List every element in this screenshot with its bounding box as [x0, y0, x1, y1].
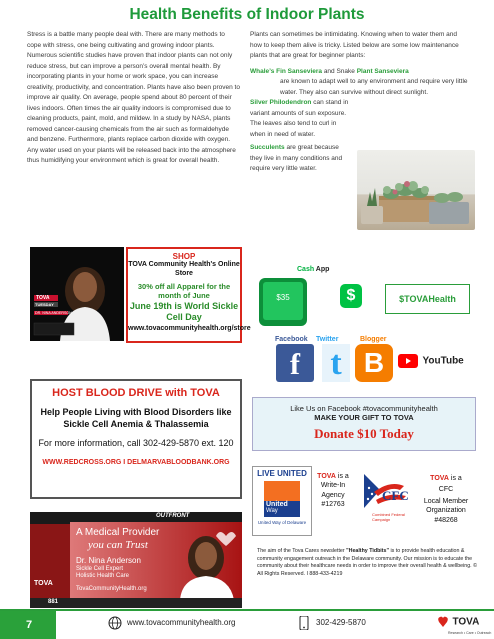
billboard-line1: A Medical Provider — [76, 527, 160, 538]
united-way-logo — [252, 466, 312, 536]
billboard-holistic: Holistic Health Care — [76, 573, 130, 579]
article-left-column: Stress is a battle many people deal with. There are many methods to cope with stress, one being cultivating and growing indoor plants. Numerous scientific studies have proven that indoor plants can not only reduce stress, but can improve a person’s overall mental health. By incorporating plants in your home or work space, you can increase creativity, productivity, and concentration. Plants have also been proven to improve air quality. On average, people spend about 80 percent of their lives indoors. Often times the air quality indoors is compromised due to cleaning products, paint, mold, and mildew. In a study by NASA, plants removed cancer-causing chemicals from the air such as formaldehyde and benzene. Furthermore, plants replace carbon dioxide with oxygen. Any water used on your plants will be released back into the atmosphere thus humidifying your environment which is great for overall health. — [27, 31, 240, 165]
tova-name-b: TOVA — [430, 475, 449, 482]
billboard-number: 881 — [48, 599, 59, 605]
photo-caption: DR. NINA ANDERSON — [35, 311, 72, 315]
shop-store-name: TOVA Community Health's Online Store — [128, 261, 240, 277]
tova-brand — [438, 613, 491, 635]
sickle-cell-day: June 19th is World Sickle Cell Day — [129, 301, 239, 323]
blood-drive-box — [30, 379, 242, 499]
blood-drive-heading: HOST BLOOD DRIVE with TOVA — [52, 387, 220, 399]
way-text: Way — [266, 508, 278, 514]
youtube-logo[interactable] — [398, 352, 464, 370]
photo-tag: TOVA — [36, 295, 50, 301]
tova-tuesday-photo — [30, 247, 124, 341]
plant-1-desc: are known to adapt well to any environment and require very little water. They also can survive without direct sunlight. — [280, 78, 468, 96]
cfc-line: CFC — [438, 486, 454, 494]
page-footer — [0, 609, 494, 639]
shop-promo-box — [126, 247, 251, 343]
cfc-caption: Combined Federal Campaign — [372, 512, 405, 522]
live-united-text: LIVE UNITED — [257, 469, 307, 478]
plant-2-name: Silver Philodendron — [250, 99, 312, 107]
cfc-member: Local Member Organization — [423, 497, 469, 515]
footer-website[interactable]: www.tovacommunityhealth.org — [127, 618, 236, 627]
plant-2-desc: can stand in variant amounts of sun exposure. The leaves also tend to curl in when in need of water. — [250, 99, 349, 138]
plant-3-name: Succulents — [250, 144, 285, 152]
united-way-mark — [264, 481, 300, 517]
cashapp-dollar-icon[interactable]: $ — [340, 284, 362, 308]
plant-2 — [250, 98, 350, 140]
writein-number: #12763 — [321, 501, 345, 509]
united-way-caption: United Way of Delaware — [257, 520, 307, 525]
footer-tagline: Research • Care • Outreach — [448, 631, 492, 635]
tova-b-tail: is a — [448, 475, 462, 482]
globe-icon — [108, 616, 122, 635]
blood-drive-websites[interactable]: WWW.REDCROSS.ORG I DELMARVABLOODBANK.ORG — [42, 459, 230, 467]
youtube-play-icon — [398, 354, 418, 368]
newsletter-aim — [257, 548, 480, 579]
footer-phone[interactable]: 302-429-5870 — [316, 618, 366, 627]
photo-sub: TUESDAY — [35, 302, 54, 307]
tova-name-a: TOVA — [317, 473, 336, 480]
page-number: 7 — [0, 611, 56, 639]
billboard-expert: Sickle Cell Expert — [76, 566, 124, 572]
cashapp-amount: $35 — [263, 282, 303, 320]
facebook-like-line: Like Us on Facebook #tovacommunityhealth — [290, 404, 438, 413]
billboard-tova: TOVA — [34, 580, 53, 587]
make-gift-line: MAKE YOUR GIFT TO TOVA — [314, 413, 414, 422]
cashtag-box[interactable]: $TOVAHealth — [385, 284, 470, 314]
store-url-link[interactable]: www.tovacommunityhealth.org/store — [128, 324, 251, 332]
facebook-label: Facebook — [275, 336, 308, 343]
aim-p2: is to provide health education & community engagement outreach in the Delaware community. Our mission is to educate the community about their healthcare needs in order to improve their overall health & wellbeing. © All Rights Reserved. I 888-433-4219 — [257, 548, 478, 578]
plant-1b-name: Plant Sanseviera — [356, 67, 409, 75]
blood-drive-info: For more information, call 302-429-5870 ext. 120 — [38, 438, 234, 449]
shop-offer: 30% off all Apparel for the month of June — [137, 281, 231, 301]
twitter-label: Twitter — [316, 336, 339, 343]
tova-heart-icon — [438, 616, 448, 628]
aim-p1: The aim of the Tova Cares newsletter — [257, 548, 347, 554]
united-text: United — [266, 501, 288, 508]
writein-agency: Write-In Agency — [320, 482, 346, 499]
plant-3-desc: are great because they live in many conditions and require very little water. — [250, 144, 343, 173]
cfc-logo — [360, 470, 412, 526]
cashapp-label — [297, 266, 329, 273]
tova-a-tail: is a — [335, 473, 349, 480]
plant-1-name: Whale’s Fin Sanseviera — [250, 67, 323, 75]
cfc-note — [414, 474, 478, 525]
blood-drive-sub: Help People Living with Blood Disorders like Sickle Cell Anemia & Thalassemia — [40, 407, 232, 429]
plant-1-heading — [250, 67, 470, 78]
cashapp-phone-icon — [259, 278, 307, 326]
twitter-icon[interactable]: t — [322, 344, 350, 382]
plants-intro: Plants can sometimes be intimidating. Knowing when to water them and how to keep them alive is tricky. Listed below are some low maintenance plants that are great for beginner plants: — [250, 31, 459, 60]
blogger-icon[interactable]: B — [355, 344, 393, 382]
blogger-label: Blogger — [360, 336, 387, 343]
billboard-doctor: Dr. Nina Anderson — [76, 556, 141, 565]
phone-icon — [298, 616, 310, 635]
billboard-line2: you can Trust — [88, 539, 148, 551]
donate-box — [252, 397, 476, 451]
page-title: Health Benefits of Indoor Plants — [129, 6, 365, 23]
youtube-label: YouTube — [422, 355, 464, 367]
plant-3 — [250, 143, 350, 175]
billboard-photo — [30, 512, 242, 608]
cfc-logo-text: CFC — [382, 488, 409, 503]
plant-1-join: and Snake — [322, 67, 357, 75]
cfc-member-number: #48268 — [434, 516, 458, 524]
cashapp-label-a: Cash — [297, 266, 315, 273]
writein-note — [314, 472, 352, 510]
aim-quote: "Healthy Tidbits" — [346, 548, 390, 554]
shop-heading: SHOP — [172, 252, 196, 261]
donate-button[interactable]: Donate $10 Today — [314, 426, 414, 441]
facebook-icon[interactable]: f — [276, 344, 314, 382]
cashapp-label-b: App — [314, 266, 330, 273]
footer-brand: TOVA — [452, 616, 480, 628]
succulent-planters-photo — [357, 150, 475, 230]
billboard-url: TovaCommunityHealth.org — [76, 586, 147, 592]
billboard-outfront: OUTFRONT — [156, 513, 190, 519]
